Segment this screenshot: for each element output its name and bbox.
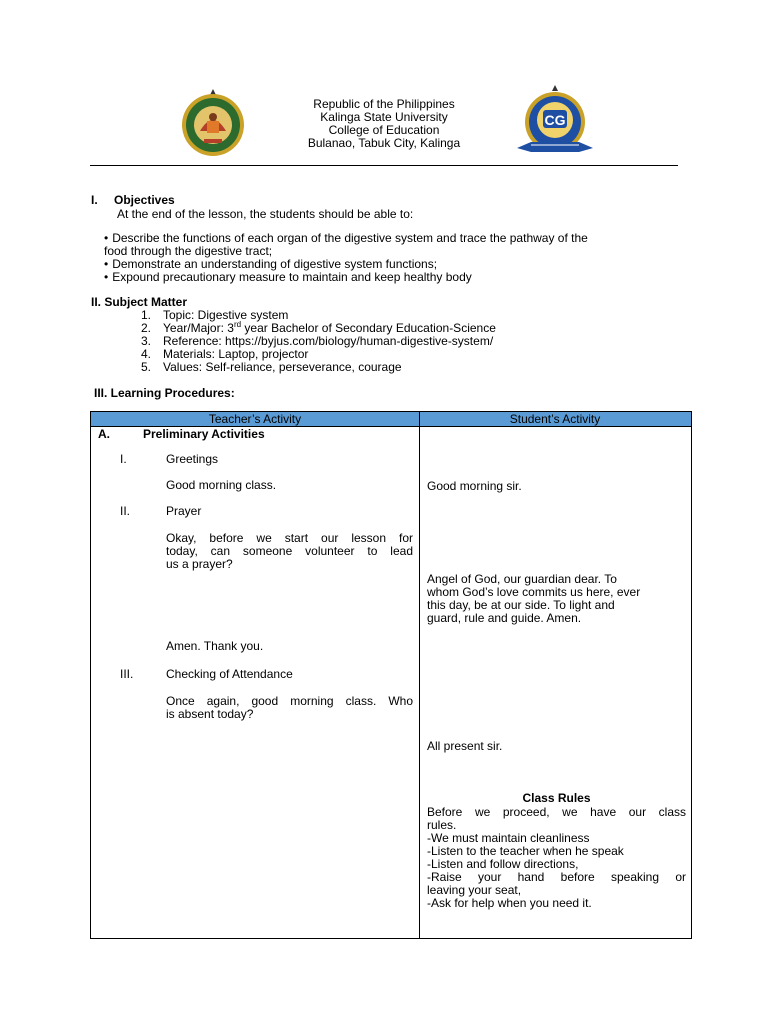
- rule-line: leaving your seat,: [427, 883, 522, 897]
- subject-item-text: Materials: Laptop, projector: [163, 347, 309, 361]
- ordinal-suffix: rd: [233, 320, 242, 329]
- class-rules-list: [427, 806, 686, 910]
- text-line: us a prayer?: [166, 557, 233, 571]
- text-line: whom God’s love commits us here, ever: [427, 585, 641, 599]
- subject-item-number: 5.: [141, 360, 152, 374]
- rule-line: -Ask for help when you need it.: [427, 896, 592, 910]
- rule-line: -Listen to the teacher when he speak: [427, 844, 624, 858]
- prayer-number: II.: [120, 504, 131, 518]
- text-line: Okay, before we start our lesson for: [166, 531, 413, 545]
- prayer-label: Prayer: [166, 504, 202, 518]
- section-letter: A.: [98, 427, 110, 441]
- text-line: this day, be at our side. To light and: [427, 598, 615, 612]
- header-university: Kalinga State University: [320, 110, 448, 124]
- learning-procedures-heading: III. Learning Procedures:: [94, 386, 235, 400]
- student-attendance-reply: All present sir.: [427, 739, 503, 753]
- attendance-number: III.: [120, 667, 134, 681]
- rule-line: rules.: [427, 818, 457, 832]
- header-address: Bulanao, Tabuk City, Kalinga: [307, 136, 461, 150]
- subject-item-number: 1.: [141, 308, 152, 322]
- svg-text:CG: CG: [544, 112, 566, 128]
- year-rest: year Bachelor of Secondary Education-Science: [241, 321, 496, 335]
- objective-text: Demonstrate an understanding of digestive system functions;: [112, 257, 438, 271]
- text-line: guard, rule and guide. Amen.: [427, 611, 582, 625]
- activities-table: [90, 411, 692, 939]
- student-greeting: Good morning sir.: [427, 479, 522, 493]
- text-line: is absent today?: [166, 707, 254, 721]
- subject-item-text: Values: Self-reliance, perseverance, courage: [163, 360, 402, 374]
- objective-item: [104, 271, 472, 284]
- text-line: today, can someone volunteer to lead: [166, 544, 413, 558]
- header-country: Republic of the Philippines: [313, 97, 455, 111]
- student-activity-header: Student’s Activity: [509, 412, 601, 426]
- college-seal-logo: [513, 84, 597, 160]
- objective-text: Describe the functions of each organ of the digestive system and trace the pathway of the: [112, 231, 588, 245]
- teacher-greeting: Good morning class.: [166, 478, 277, 492]
- teacher-amen: Amen. Thank you.: [166, 639, 264, 653]
- teacher-activity-header: Teacher’s Activity: [208, 412, 302, 426]
- objectives-intro: At the end of the lesson, the students should be able to:: [117, 207, 414, 221]
- header-divider: [90, 165, 678, 166]
- letterhead: [0, 98, 768, 150]
- class-rules-title: Class Rules: [522, 791, 591, 805]
- teacher-prayer-request: [166, 532, 413, 571]
- teacher-attendance-question: [166, 695, 413, 721]
- objectives-heading: Objectives: [114, 193, 175, 207]
- rule-line: Before we proceed, we have our class: [427, 805, 686, 819]
- subject-item-text: Reference: https://byjus.com/biology/human-digestive-system/: [163, 334, 494, 348]
- table-header-row: [91, 412, 691, 427]
- column-divider: [419, 412, 420, 938]
- rule-line: -We must maintain cleanliness: [427, 831, 590, 845]
- subject-item-number: 3.: [141, 334, 152, 348]
- greetings-number: I.: [120, 452, 127, 466]
- text-line: Once again, good morning class. Who: [166, 694, 413, 708]
- greetings-label: Greetings: [166, 452, 219, 466]
- attendance-label: Checking of Attendance: [166, 667, 293, 681]
- year-label: Year/Major: 3: [163, 321, 234, 335]
- rule-line: -Raise your hand before speaking or: [427, 870, 686, 884]
- objective-text: Expound precautionary measure to maintain and keep healthy body: [112, 270, 472, 284]
- text-line: Angel of God, our guardian dear. To: [427, 572, 617, 586]
- subject-item-text: Topic: Digestive system: [163, 308, 289, 322]
- section-title: Preliminary Activities: [143, 427, 265, 441]
- subject-item-number: 4.: [141, 347, 152, 361]
- subject-item-number: 2.: [141, 321, 152, 335]
- objective-item-continuation: food through the digestive tract;: [104, 244, 273, 258]
- rule-line: -Listen and follow directions,: [427, 857, 579, 871]
- header-college: College of Education: [328, 123, 440, 137]
- objectives-numeral: I.: [91, 193, 98, 207]
- subject-matter-heading: II. Subject Matter: [91, 295, 188, 309]
- student-prayer: [427, 573, 687, 625]
